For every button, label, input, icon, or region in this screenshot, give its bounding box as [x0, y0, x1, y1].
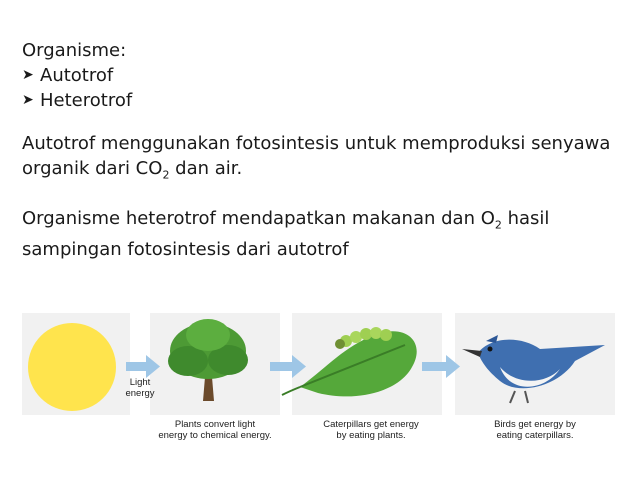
caterpillar-caption: Caterpillars get energy by eating plants. — [323, 419, 419, 441]
list-item: ➤ Heterotrof — [22, 90, 133, 111]
energy-flow-figure — [0, 305, 638, 455]
arrowhead-bullet-icon: ➤ — [22, 67, 34, 83]
heterotroph-paragraph: Organisme heterotrof mendapatkan makanan dan $O_2$ hasil sampingan fotosintesis dari autotrof — [22, 207, 550, 261]
sun-icon — [28, 323, 116, 411]
arrow-icon — [270, 355, 306, 378]
autotroph-paragraph: Autotrof menggunakan fotosintesis untuk memproduksi senyawa organik dari $CO_2$ dan air. — [22, 133, 611, 182]
bird-caption: Birds get energy by eating caterpillars. — [494, 419, 576, 441]
arrowhead-bullet-icon: ➤ — [22, 92, 34, 108]
slide-text — [22, 38, 622, 262]
tree-icon — [168, 319, 248, 401]
light-energy-label: Light energy — [125, 377, 155, 399]
arrow-icon — [422, 355, 460, 378]
bird-icon — [462, 335, 605, 403]
heading: Organisme: — [22, 40, 127, 61]
list-item: ➤ Autotrof — [22, 65, 114, 86]
plant-caption: Plants convert light energy to chemical energy. — [158, 419, 272, 441]
organism-list — [22, 63, 622, 113]
arrow-icon — [126, 355, 160, 378]
